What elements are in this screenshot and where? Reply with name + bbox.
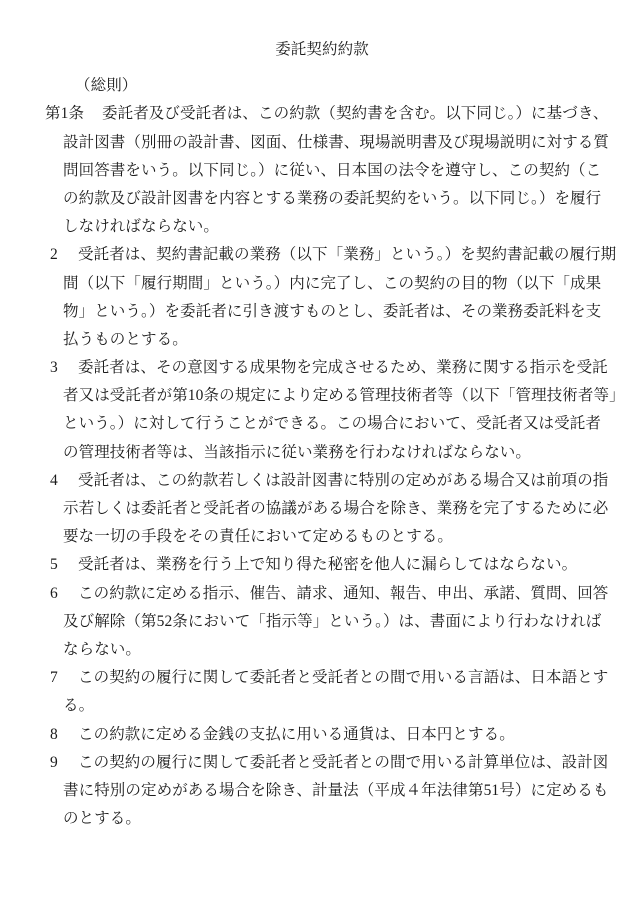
text-line: 書に特別の定めがある場合を除き、計量法（平成４年法律第51号）に定めるも: [63, 781, 609, 799]
text-line: しなければならない。: [63, 218, 220, 236]
text-line: [0, 100, 630, 128]
paragraph-2: [0, 241, 630, 354]
paragraph-4: [0, 467, 630, 552]
text-line: [0, 467, 630, 495]
text-line: 及び解除（第52条において「指示等」という。）は、書面により行わなければ: [63, 612, 602, 630]
paragraph-3: [0, 354, 630, 467]
text-line: の管理技術者等は、当該指示に従い業務を行わなければならない。: [63, 443, 532, 461]
text-line: [0, 241, 630, 269]
paragraph-6: [0, 580, 630, 665]
text-line: る。: [63, 697, 95, 715]
text-line: 要な一切の手段をその責任において定めるものとする。: [63, 528, 454, 546]
line-text: 受託者は、業務を行う上で知り得た秘密を他人に漏らしてはならない。: [78, 556, 578, 574]
text-line: 払うものとする。: [63, 330, 188, 348]
paragraph-number-label: 4: [50, 471, 58, 489]
text-line: [0, 721, 630, 749]
text-line: 設計図書（別冊の設計書、図面、仕様書、現場説明書及び現場説明に対する質: [63, 133, 610, 151]
text-line: 者又は受託者が第10条の規定により定める管理技術者等（以下「管理技術者等」: [63, 387, 625, 405]
paragraph-number-label: 3: [50, 359, 58, 377]
line-text: 受託者は、契約書記載の業務（以下「業務」という。）を契約書記載の履行期: [78, 246, 617, 264]
article-number-label: 第1条: [45, 105, 85, 123]
line-text: 委託者は、その意図する成果物を完成させるため、業務に関する指示を受託: [78, 359, 608, 377]
paragraph-number-label: 5: [50, 556, 58, 574]
line-text: この約款に定める指示、催告、請求、通知、報告、申出、承諾、質問、回答: [78, 584, 609, 602]
paragraph-number-label: 2: [50, 246, 58, 264]
paragraph-number-label: 9: [50, 753, 58, 771]
text-line: [0, 664, 630, 692]
text-line: の約款及び設計図書を内容とする業務の委託契約をいう。以下同じ。）を履行: [63, 189, 602, 207]
text-line: 間（以下「履行期間」という。）内に完了し、この契約の目的物（以下「成果: [63, 274, 602, 292]
line-text: この約款に定める金銭の支払に用いる通貨は、日本円とする。: [78, 725, 515, 743]
text-line: [0, 551, 630, 579]
line-text: 受託者は、この約款若しくは設計図書に特別の定めがある場合又は前項の指: [78, 471, 609, 489]
section-heading-general-provisions: （総則）: [75, 77, 138, 95]
text-line: のとする。: [63, 810, 142, 828]
text-line: 示若しくは委託者と受託者の協議がある場合を除き、業務を完了するために必: [63, 500, 609, 517]
text-line: [0, 354, 630, 382]
text-line: 問回答書をいう。以下同じ。）に従い、日本国の法令を遵守し、この契約（こ: [63, 161, 602, 179]
text-line: 物」という。）を委託者に引き渡すものとし、委託者は、その業務委託料を支: [63, 302, 602, 320]
paragraph-number-label: 7: [50, 669, 58, 687]
text-line: [0, 749, 630, 777]
text-line: という。）に対して行うことができる。この場合において、受託者又は受託者: [63, 415, 601, 433]
paragraph-9: [0, 749, 630, 834]
line-text: この契約の履行に関して委託者と受託者との間で用いる計算単位は、設計図: [78, 753, 609, 771]
document-title: 委託契約約款: [275, 41, 369, 58]
paragraph-8: [0, 721, 630, 749]
article-1-paragraph: [0, 100, 630, 241]
paragraph-5: [0, 551, 630, 579]
paragraph-7: [0, 664, 630, 720]
line-text: 委託者及び受託者は、この約款（契約書を含む。以下同じ。）に基づき、: [102, 105, 609, 123]
text-line: [0, 580, 630, 608]
text-line: ならない。: [63, 640, 142, 658]
line-text: この契約の履行に関して委託者と受託者との間で用いる言語は、日本語とす: [78, 669, 609, 687]
paragraph-number-label: 6: [50, 584, 58, 602]
paragraph-number-label: 8: [50, 725, 58, 743]
